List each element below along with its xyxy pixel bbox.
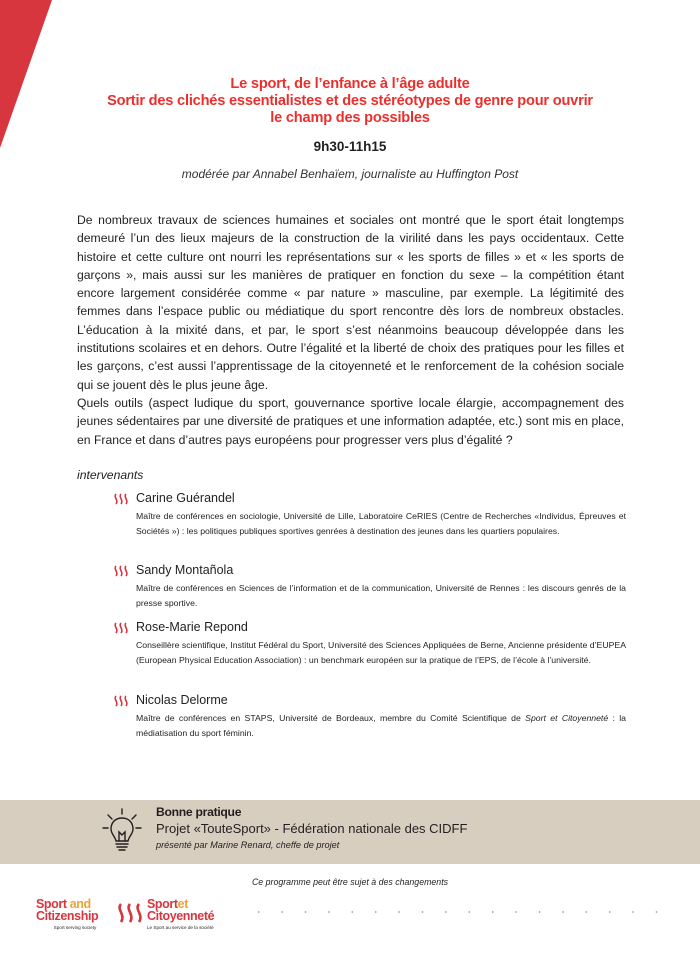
session-title-line-1: Le sport, de l’enfance à l’âge adulte [230, 76, 470, 92]
sport-and-citizenship-logo [36, 898, 114, 931]
speaker-name: Nicolas Delorme [136, 693, 228, 707]
session-title-line-2: Sortir des clichés essentialistes et des stéréotypes de genre pour ouvrir [107, 93, 593, 109]
ss-logo-icon [114, 622, 130, 634]
speaker-description: Maître de conférences en Sciences de l’information et de la communication, Université de Rennes : les discours genrés de la presse sportive. [136, 583, 626, 608]
speaker-name: Carine Guérandel [136, 491, 235, 505]
description-paragraph-2: Quels outils (aspect ludique du sport, gouvernance sportive locale élargie, accompagnement des jeunes sédentaires par une diversité de pratiques et une information adaptée, etc.) sont mis en place, en France et dans d’autres pays européens pour progresser vers plus d’égalité ? [77, 395, 624, 447]
speaker-description-text-end: : la médiatisation du sport féminin. [136, 713, 626, 738]
logo-word-et: et [177, 897, 188, 911]
speaker-description: Maître de conférences en sociologie, Université de Lille, Laboratoire CeRIES (Centre de Recherches «Individus, Épreuves et Sociétés ») : les politiques publiques sportives genrées à destination des jeunes dans les quartiers populaires. [136, 511, 626, 536]
session-moderator: modérée par Annabel Benhaïem, journaliste au Huffington Post [181, 167, 519, 181]
dotted-divider [258, 910, 678, 914]
logo-tagline: Le Sport au service de la société [147, 925, 214, 930]
ss-logo-icon [114, 493, 130, 505]
speaker-description: Conseillère scientifique, Institut Fédéral du Sport, Université des Sciences Appliquées de Berne, Ancienne présidente d’EUPEA (European Physical Education Association) : un benchmark européen sur la pratique de l’EPS, de l’école à l’université. [136, 640, 626, 665]
logo-word-citizenship: Citizenship [36, 909, 99, 923]
session-title-line-3: le champ des possibles [270, 110, 430, 126]
logo-word-sport: Sport [147, 897, 178, 911]
good-practice-heading: Bonne pratique [156, 805, 242, 819]
logo-word-citoyennete: Citoyenneté [147, 909, 215, 923]
ss-logo-icon [117, 902, 143, 924]
program-disclaimer: Ce programme peut être sujet à des changements [251, 877, 449, 887]
speaker-name: Rose-Marie Repond [136, 620, 248, 634]
ss-logo-icon [114, 695, 130, 707]
logo-tagline: Sport serving society [53, 925, 97, 930]
speaker-description [136, 711, 626, 740]
ss-logo-icon [114, 565, 130, 577]
session-time: 9h30-11h15 [313, 139, 387, 154]
session-description [77, 211, 624, 449]
logo-word-and: and [69, 897, 91, 911]
speaker-description-italic: Sport et Citoyenneté [525, 713, 609, 723]
speaker-name: Sandy Montañola [136, 563, 234, 577]
sport-et-citoyennete-logo [147, 898, 237, 931]
lightbulb-icon [100, 806, 144, 856]
session-header [70, 76, 630, 182]
speakers-heading: intervenants [77, 468, 144, 482]
speaker-description-text: Maître de conférences en STAPS, Université de Bordeaux, membre du Comité Scientifique de [136, 713, 526, 723]
description-paragraph-1: De nombreux travaux de sciences humaines et sociales ont montré que le sport était longtemps demeuré l’un des lieux majeurs de la construction de la virilité dans les pays occidentaux. Cette histoire et cette culture ont nourri les représentations sur « les sports de filles » et « les sports de garçons », mais aussi sur les manières de pratiquer en fonction du sexe – la compétition étant encore largement considérée comme « par nature » masculine, par exemple. La légitimité des femmes dans l’espace public ou médiatique du sport rencontre dès lors de nombreux obstacles. L’éducation à la mixité dans, et par, le sport s’est néanmoins beaucoup développée dans les institutions scolaires et en dehors. Outre l’égalité et la liberté de choix des pratiques pour les filles et les garçons, c’est aussi l’apprentissage de la citoyenneté et le renforcement de la cohésion sociale qui se jouent dès le plus jeune âge. [77, 213, 624, 392]
good-practice-project: Projet «ToutеSport» - Fédération nationale des CIDFF [156, 821, 468, 836]
good-practice-presenter: présenté par Marine Renard, cheffe de projet [156, 840, 340, 850]
logo-word-sport: Sport [36, 897, 67, 911]
corner-decoration [0, 0, 52, 148]
